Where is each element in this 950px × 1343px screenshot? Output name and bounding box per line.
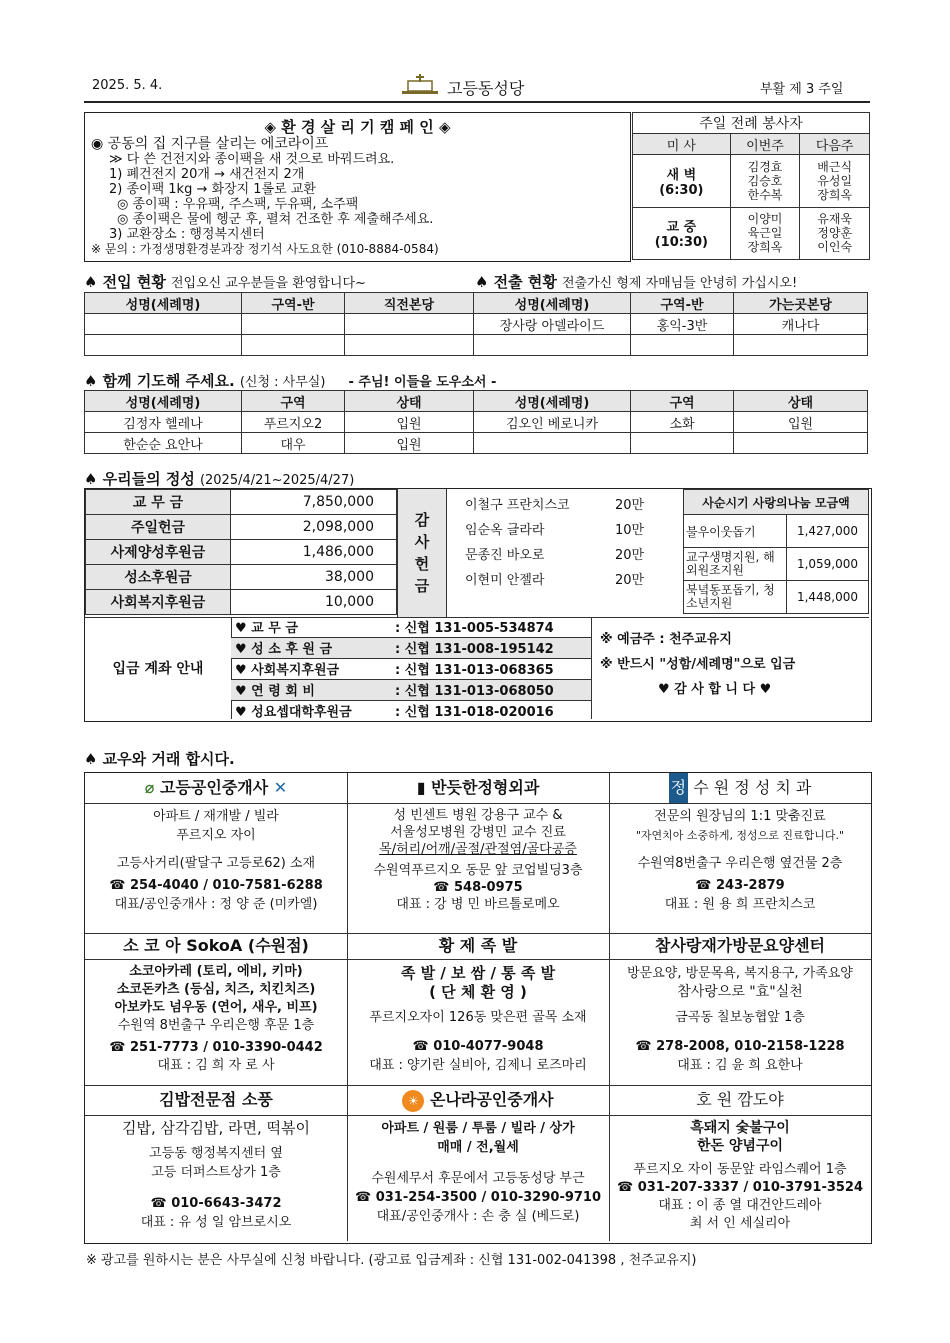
ads-title: ♠ 교우와 거래 합시다. <box>84 750 235 768</box>
offering-label: 사제양성후원금 <box>86 540 231 565</box>
ad-owner: 대표 : 양기란 실비아, 김제니 로즈마리 <box>369 1058 587 1073</box>
campaign-line: 1) 폐건전지 20개 → 새건전지 2개 <box>109 167 305 182</box>
lent-value: 1,059,000 <box>787 548 869 581</box>
server-name: 정양훈 <box>817 226 853 241</box>
campaign-line: 2) 종이팩 1kg → 화장지 1롤로 교환 <box>109 182 316 197</box>
ad-card <box>347 773 610 934</box>
offering-label: 교 무 금 <box>86 490 231 515</box>
transfer-cell <box>85 314 242 335</box>
ad-line: 한돈 양념구이 <box>696 1138 784 1154</box>
campaign-line: ◉ 공동의 집 지구를 살리는 에코라이프 <box>91 136 329 152</box>
ad-owner: 대표 : 김 희 자 로 사 <box>157 1058 275 1073</box>
offering-label: 사회복지후원금 <box>86 590 231 615</box>
ad-title: 김밥전문점 소풍 <box>85 1085 347 1116</box>
prayer-header: 성명(세례명) <box>474 391 631 412</box>
ad-line: 참사랑으로 "효"실천 <box>677 984 803 1000</box>
ad-phone: ☎ 010-6643-3472 <box>150 1196 282 1211</box>
ad-phone: ☎ 243-2879 <box>695 878 785 893</box>
prayer-note2: - 주님! 이들을 도우소서 - <box>348 375 497 390</box>
account-name: ♥ 교 무 금 <box>235 621 298 636</box>
offering-value: 38,000 <box>231 565 397 590</box>
ad-line: 아보카도 넘우동 (연어, 새우, 비프) <box>114 1000 318 1015</box>
ad-card <box>609 773 871 934</box>
ad-line: 고등 더퍼스트상가 1층 <box>151 1165 281 1180</box>
ad-phone: ☎ 251-7773 / 010-3390-0442 <box>109 1040 323 1055</box>
header-rule <box>84 101 870 103</box>
hospital-logo-icon: ▮ <box>416 778 426 797</box>
transfer-cell <box>345 335 474 356</box>
ad-line: 김밥, 삼각김밥, 라면, 떡볶이 <box>122 1119 310 1137</box>
campaign-line: ≫ 다 쓴 건전지와 종이팩을 새 것으로 바꿔드려요. <box>109 152 395 167</box>
prayer-title: ♠ 함께 기도해 주세요. <box>84 372 235 390</box>
campaign-title: ◈ 환 경 살 리 기 캠 페 인 ◈ <box>264 118 451 136</box>
server-name: 김승호 <box>747 173 783 188</box>
lent-label: 불우이웃돕기 <box>684 515 787 548</box>
account-thanks: ♥ 감 사 합 니 다 ♥ <box>658 682 772 697</box>
ad-card <box>609 1085 871 1241</box>
ad-title: 반듯한정형외과 <box>431 778 540 797</box>
transfer-out-note: 전출가신 형제 자매님들 안녕히 가십시오! <box>561 276 798 291</box>
ad-line: 흑돼지 숯불구이 <box>690 1120 790 1136</box>
prayer-note: (신청 : 사무실) <box>239 375 326 390</box>
server-name: 장희옥 <box>817 187 853 202</box>
offering-value: 10,000 <box>231 590 397 615</box>
account-number: : 신협 131-018-020016 <box>395 705 554 720</box>
ad-line: 소코돈카츠 (등심, 치즈, 치킨치즈) <box>116 982 316 997</box>
prayer-cell: 입원 <box>734 412 868 433</box>
offering-label: 주일헌금 <box>86 515 231 540</box>
account-number: : 신협 131-013-068050 <box>395 684 554 699</box>
transfer-cell <box>345 314 474 335</box>
offering-value: 2,098,000 <box>231 515 397 540</box>
ad-card <box>85 933 348 1086</box>
offering-box <box>84 488 872 722</box>
transfer-header: 성명(세례명) <box>85 293 242 314</box>
campaign-line: 3) 교환장소 : 행정복지센터 <box>109 227 265 242</box>
thanks-name: 임순옥 글라라 <box>465 523 545 538</box>
transfer-header: 직전본당 <box>345 293 474 314</box>
offering-title: ♠ 우리들의 정성 <box>84 470 195 488</box>
campaign-box <box>84 112 631 262</box>
ad-phone: ☎ 031-207-3337 / 010-3791-3524 <box>616 1180 864 1195</box>
ad-owner: 대표 : 원 용 희 프란치스코 <box>664 897 816 912</box>
ad-title: 호 원 깜도야 <box>609 1085 871 1116</box>
campaign-line: ◎ 종이팩 : 우유팩, 주스팩, 두유팩, 소주팩 <box>117 197 359 212</box>
account-number: : 신협 131-005-534874 <box>395 621 554 636</box>
transfer-header: 성명(세례명) <box>474 293 631 314</box>
ad-owner: 최 서 인 세실리아 <box>689 1216 791 1231</box>
ad-line: 성 빈센트 병원 강용구 교수 & <box>393 808 563 823</box>
server-name: 이인숙 <box>817 240 853 255</box>
ad-line: 소코아카레 (토리, 에비, 키마) <box>129 964 303 979</box>
transfer-in-note: 전입오신 교우분들을 환영합니다~ <box>170 276 366 291</box>
offering-value: 1,486,000 <box>231 540 397 565</box>
thanks-name: 이철구 프란치스코 <box>465 498 570 513</box>
offering-value: 7,850,000 <box>231 490 397 515</box>
ad-line: 수원역푸르지오 동문 앞 코업빌딩3층 <box>373 863 583 878</box>
transfer-cell <box>242 314 345 335</box>
thanks-amount: 20만 <box>615 498 645 513</box>
prayer-header: 상태 <box>345 391 474 412</box>
ad-card <box>85 773 348 934</box>
prayer-header: 구역 <box>631 391 734 412</box>
transfer-cell <box>474 335 631 356</box>
church-logo-icon <box>400 73 440 97</box>
prayer-cell: 푸르지오2 <box>242 412 345 433</box>
account-note: ※ 예금주 : 천주교유지 <box>600 632 732 647</box>
accounts-label: 입금 계좌 안내 <box>85 617 232 719</box>
prayer-header: 상태 <box>734 391 868 412</box>
account-number: : 신협 131-013-068365 <box>395 663 554 678</box>
ad-owner: 대표 : 강 병 민 바르톨로메오 <box>396 897 560 912</box>
ad-card <box>347 933 610 1086</box>
servers-header: 미 사 <box>633 134 731 155</box>
ad-owner: 대표 : 이 종 열 대건안드레아 <box>658 1198 822 1213</box>
account-name: ♥ 성 소 후 원 금 <box>235 642 333 657</box>
ad-line: 수원역8번출구 우리은행 옆건물 2층 <box>637 856 843 871</box>
offering-period: (2025/4/21~2025/4/27) <box>199 473 355 488</box>
servers-header: 다음주 <box>800 134 870 155</box>
ad-line: 전문의 원장님의 1:1 맞춤진료 <box>654 809 826 824</box>
ad-line: 푸르지오 자이 동문앞 라임스퀘어 1층 <box>633 1162 847 1177</box>
transfer-cell: 홍익-3반 <box>631 314 734 335</box>
ad-line: 매매 / 전,월세 <box>437 1140 519 1155</box>
server-name: 배근식 <box>817 159 853 174</box>
ad-line: 고등사거리(팔달구 고등로62) 소재 <box>116 856 316 871</box>
ad-line: ( 단 체 환 영 ) <box>429 983 527 1001</box>
transfer-header: 구역-반 <box>242 293 345 314</box>
ad-line: 아파트 / 원룸 / 투룸 / 빌라 / 상가 <box>381 1121 575 1136</box>
ad-title: 황 제 족 발 <box>347 933 609 960</box>
ad-title: 소 코 아 SokoA (수원점) <box>85 933 347 960</box>
ad-line: 방문요양, 방문목욕, 복지용구, 가족요양 <box>627 966 853 981</box>
server-name: 김경효 <box>747 159 783 174</box>
transfer-out-title: ♠ 전출 현황 <box>475 273 557 291</box>
ad-line: 수원역 8번출구 우리은행 후문 1층 <box>117 1018 315 1033</box>
thanks-amount: 20만 <box>615 573 645 588</box>
ad-line: 고등동 행정복지센터 옆 <box>149 1146 283 1161</box>
transfer-cell: 장사랑 아델라이드 <box>474 314 631 335</box>
ad-owner: 대표/공인중개사 : 정 양 준 (미카엘) <box>114 897 318 912</box>
account-name: ♥ 연 령 회 비 <box>235 684 315 699</box>
ad-card <box>609 933 871 1086</box>
parish-name: 고등동성당 <box>447 79 525 98</box>
transfer-header: 가는곳본당 <box>734 293 868 314</box>
prayer-cell: 한순순 요안나 <box>85 433 242 454</box>
ad-card <box>347 1085 610 1241</box>
ad-title: 수 원 정 성 치 과 <box>693 778 812 797</box>
prayer-cell <box>631 433 734 454</box>
ad-line: 푸르지오자이 126동 맞은편 골목 소재 <box>369 1010 587 1025</box>
server-name: 장희옥 <box>747 240 783 255</box>
ad-line: 서울성모병원 강병민 교수 진료 <box>390 825 566 840</box>
prayer-cell <box>474 433 631 454</box>
server-name: 한수복 <box>747 187 783 202</box>
leaf-logo-icon: ⌀ <box>144 778 155 797</box>
lent-value: 1,448,000 <box>787 581 869 614</box>
liturgical-week: 부활 제 3 주일 <box>760 82 844 97</box>
ad-card <box>85 1085 348 1241</box>
thanks-amount: 10만 <box>615 523 645 538</box>
mass-name: 교 중 <box>666 220 697 236</box>
account-note: ※ 반드시 "성함/세례명"으로 입금 <box>600 657 796 672</box>
ad-phone: ☎ 548-0975 <box>433 880 523 895</box>
prayer-cell: 입원 <box>345 433 474 454</box>
server-name: 이양미 <box>747 212 783 227</box>
bulletin-date: 2025. 5. 4. <box>92 78 163 93</box>
lent-label: 교구생명지원, 해외원조지원 <box>684 548 787 581</box>
prayer-cell: 입원 <box>345 412 474 433</box>
x-logo-icon: ✕ <box>273 778 288 797</box>
server-name: 유재욱 <box>817 212 853 227</box>
servers-table <box>632 112 870 260</box>
servers-title: 주일 전례 봉사자 <box>633 113 870 134</box>
ads-grid <box>84 772 872 1244</box>
ad-line: "자연치아 소중하게, 정성으로 진료합니다." <box>635 829 845 842</box>
ad-owner: 대표/공인중개사 : 손 충 실 (베드로) <box>376 1209 580 1224</box>
footer-note: ※ 광고를 원하시는 분은 사무실에 신청 바랍니다. (광고료 입금계좌 : 신협 131-002-041398 , 천주교유지) <box>86 1253 697 1268</box>
ad-phone: ☎ 031-254-3500 / 010-3290-9710 <box>354 1190 602 1205</box>
lent-label: 북녘동포돕기, 청소년지원 <box>684 581 787 614</box>
lent-value: 1,427,000 <box>787 515 869 548</box>
ad-phone: ☎ 278-2008, 010-2158-1228 <box>635 1039 845 1054</box>
prayer-cell: 대우 <box>242 433 345 454</box>
ad-phone: ☎ 010-4077-9048 <box>412 1039 544 1054</box>
prayer-header: 구역 <box>242 391 345 412</box>
ad-line: 목/허리/어깨/골절/관절염/골다공증 <box>379 842 577 857</box>
server-name: 육근일 <box>747 226 783 241</box>
prayer-cell: 소화 <box>631 412 734 433</box>
server-name: 유성일 <box>817 173 853 188</box>
account-name: ♥ 성요셉대학후원금 <box>235 705 352 720</box>
transfer-cell <box>631 335 734 356</box>
account-name: ♥ 사회복지후원금 <box>235 663 340 678</box>
prayer-header: 성명(세례명) <box>85 391 242 412</box>
ad-title: 온나라공인중개사 <box>429 1090 554 1109</box>
lent-title: 사순시기 사랑의나눔 모금액 <box>684 490 869 515</box>
thanks-name: 문종진 바오로 <box>465 548 545 563</box>
offering-label: 성소후원금 <box>86 565 231 590</box>
thanks-label: 감 사 헌 금 <box>397 489 447 617</box>
ad-phone: ☎ 254-4040 / 010-7581-6288 <box>109 878 323 893</box>
prayer-cell: 김정자 헬레나 <box>85 412 242 433</box>
transfer-table <box>84 292 868 356</box>
dental-logo-icon: 정 <box>669 773 688 803</box>
transfer-in-title: ♠ 전입 현황 <box>84 273 166 291</box>
sun-logo-icon: ☀ <box>402 1090 424 1112</box>
prayer-cell <box>734 433 868 454</box>
account-number: : 신협 131-008-195142 <box>395 642 554 657</box>
prayer-cell: 김오인 베로니카 <box>474 412 631 433</box>
ad-owner: 대표 : 김 윤 희 요한나 <box>677 1058 803 1073</box>
servers-header: 이번주 <box>730 134 800 155</box>
mass-time: (10:30) <box>654 235 708 251</box>
ad-line: 금곡동 칠보농협앞 1층 <box>675 1010 805 1025</box>
ad-line: 아파트 / 재개발 / 빌라 <box>153 809 279 824</box>
campaign-line: ◎ 종이팩은 물에 헹군 후, 펼쳐 건조한 후 제출해주세요. <box>117 212 434 227</box>
ad-line: 푸르지오 자이 <box>176 828 256 843</box>
ad-line: 수원세무서 후문에서 고등동성당 부근 <box>371 1171 585 1186</box>
ad-title: 참사랑재가방문요양센터 <box>609 933 871 960</box>
prayer-table <box>84 390 868 454</box>
transfer-cell: 캐나다 <box>734 314 868 335</box>
campaign-contact: ※ 문의 : 가정생명환경분과장 정기석 사도요한 (010-8884-0584) <box>91 242 439 256</box>
ad-line: 족 발 / 보 쌈 / 통 족 발 <box>400 964 556 982</box>
thanks-amount: 20만 <box>615 548 645 563</box>
transfer-header: 구역-반 <box>631 293 734 314</box>
mass-time: (6:30) <box>659 182 704 198</box>
ad-owner: 대표 : 유 성 일 암브로시오 <box>140 1215 292 1230</box>
thanks-name: 이현미 안젤라 <box>465 573 545 588</box>
transfer-cell <box>242 335 345 356</box>
ad-title: 고등공인중개사 <box>160 778 269 797</box>
transfer-cell <box>734 335 868 356</box>
transfer-cell <box>85 335 242 356</box>
mass-name: 새 벽 <box>666 167 697 183</box>
